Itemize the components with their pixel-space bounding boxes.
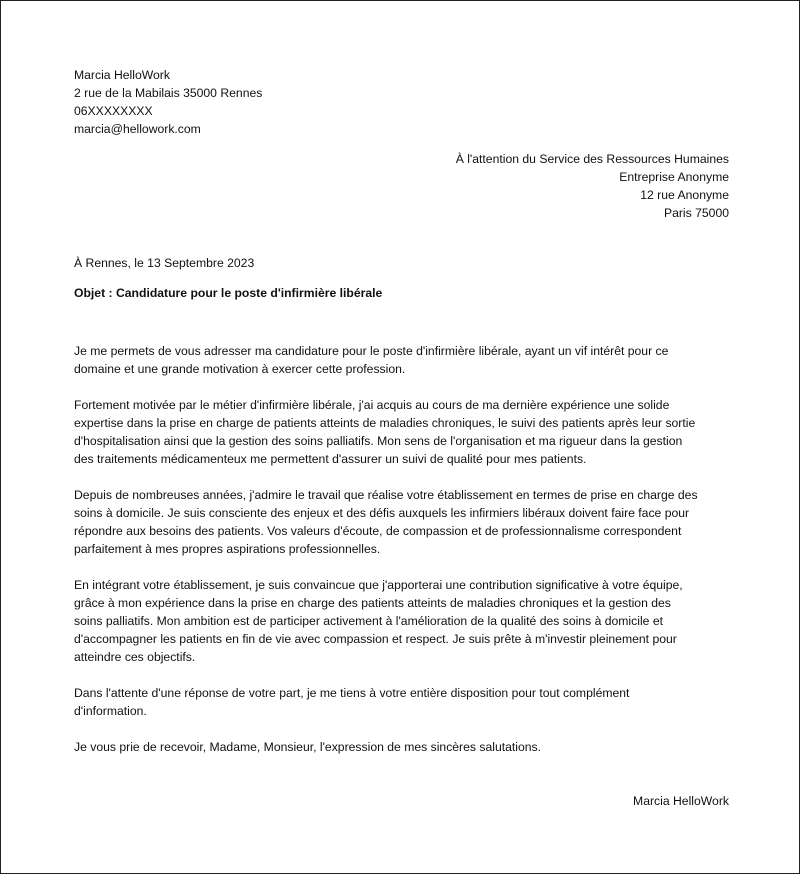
paragraph-line: Je me permets de vous adresser ma candidature pour le poste d'infirmière libérale, ayant un vif intérêt pour ce xyxy=(74,344,669,358)
signature: Marcia HelloWork xyxy=(633,794,729,808)
paragraph-line: atteindre ces objectifs. xyxy=(74,650,196,664)
paragraph-line: soins palliatifs. Mon ambition est de participer activement à l'amélioration de la qualité des soins à domicile et xyxy=(74,614,663,628)
paragraph-line: d'accompagner les patients en fin de vie avec compassion et respect. Je suis prête à m'investir pleinement pour xyxy=(74,632,677,646)
paragraph-closing xyxy=(74,738,729,756)
sender-block xyxy=(74,66,729,138)
paragraph-line: expertise dans la prise en charge de patients atteints de maladies chroniques, le suivi des patients après leur sortie xyxy=(74,416,696,430)
recipient-block xyxy=(74,150,729,222)
paragraph-line: Je vous prie de recevoir, Madame, Monsieur, l'expression de mes sincères salutations. xyxy=(74,740,542,754)
paragraph-availability xyxy=(74,684,729,720)
paragraph-motivation xyxy=(74,486,729,558)
paragraph-line: des traitements médicamenteux me permettent d'assurer un suivi de qualité pour mes patients. xyxy=(74,452,587,466)
paragraph-line: Depuis de nombreuses années, j'admire le travail que réalise votre établissement en termes de prise en charge des xyxy=(74,488,698,502)
paragraph-contribution xyxy=(74,576,729,666)
paragraph-line: grâce à mon expérience dans la prise en charge des patients atteints de maladies chroniques et la gestion des xyxy=(74,596,671,610)
recipient-company: Entreprise Anonyme xyxy=(619,170,729,184)
sender-name: Marcia HelloWork xyxy=(74,68,170,82)
paragraph-line: d'hospitalisation ainsi que la gestion des soins palliatifs. Mon sens de l'organisation et ma rigueur dans la gestion xyxy=(74,434,683,448)
paragraph-line: En intégrant votre établissement, je suis convaincue que j'apporterai une contribution significative à votre équipe, xyxy=(74,578,683,592)
paragraph-line: Dans l'attente d'une réponse de votre part, je me tiens à votre entière disposition pour tout complément xyxy=(74,686,630,700)
paragraph-intro xyxy=(74,342,729,378)
paragraph-line: répondre aux besoins des patients. Vos valeurs d'écoute, de compassion et de professionnalisme correspondent xyxy=(74,524,682,538)
recipient-attention: À l'attention du Service des Ressources Humaines xyxy=(455,152,729,166)
paragraph-line: d'information. xyxy=(74,704,147,718)
recipient-street: 12 rue Anonyme xyxy=(640,188,729,202)
date-line: À Rennes, le 13 Septembre 2023 xyxy=(74,256,255,270)
sender-email: marcia@hellowork.com xyxy=(74,122,201,136)
recipient-city: Paris 75000 xyxy=(663,206,729,220)
paragraph-line: Fortement motivée par le métier d'infirmière libérale, j'ai acquis au cours de ma dernière expérience une solide xyxy=(74,398,670,412)
subject-line: Objet : Candidature pour le poste d'infirmière libérale xyxy=(74,286,383,300)
paragraph-line: domaine et une grande motivation à exercer cette profession. xyxy=(74,362,406,376)
sender-phone: 06XXXXXXXX xyxy=(74,104,153,118)
paragraph-line: parfaitement à mes propres aspirations professionnelles. xyxy=(74,542,381,556)
paragraph-line: soins à domicile. Je suis consciente des enjeux et des défis auxquels les infirmiers libéraux doivent faire face pour xyxy=(74,506,690,520)
paragraph-experience xyxy=(74,396,729,468)
sender-address: 2 rue de la Mabilais 35000 Rennes xyxy=(74,86,263,100)
